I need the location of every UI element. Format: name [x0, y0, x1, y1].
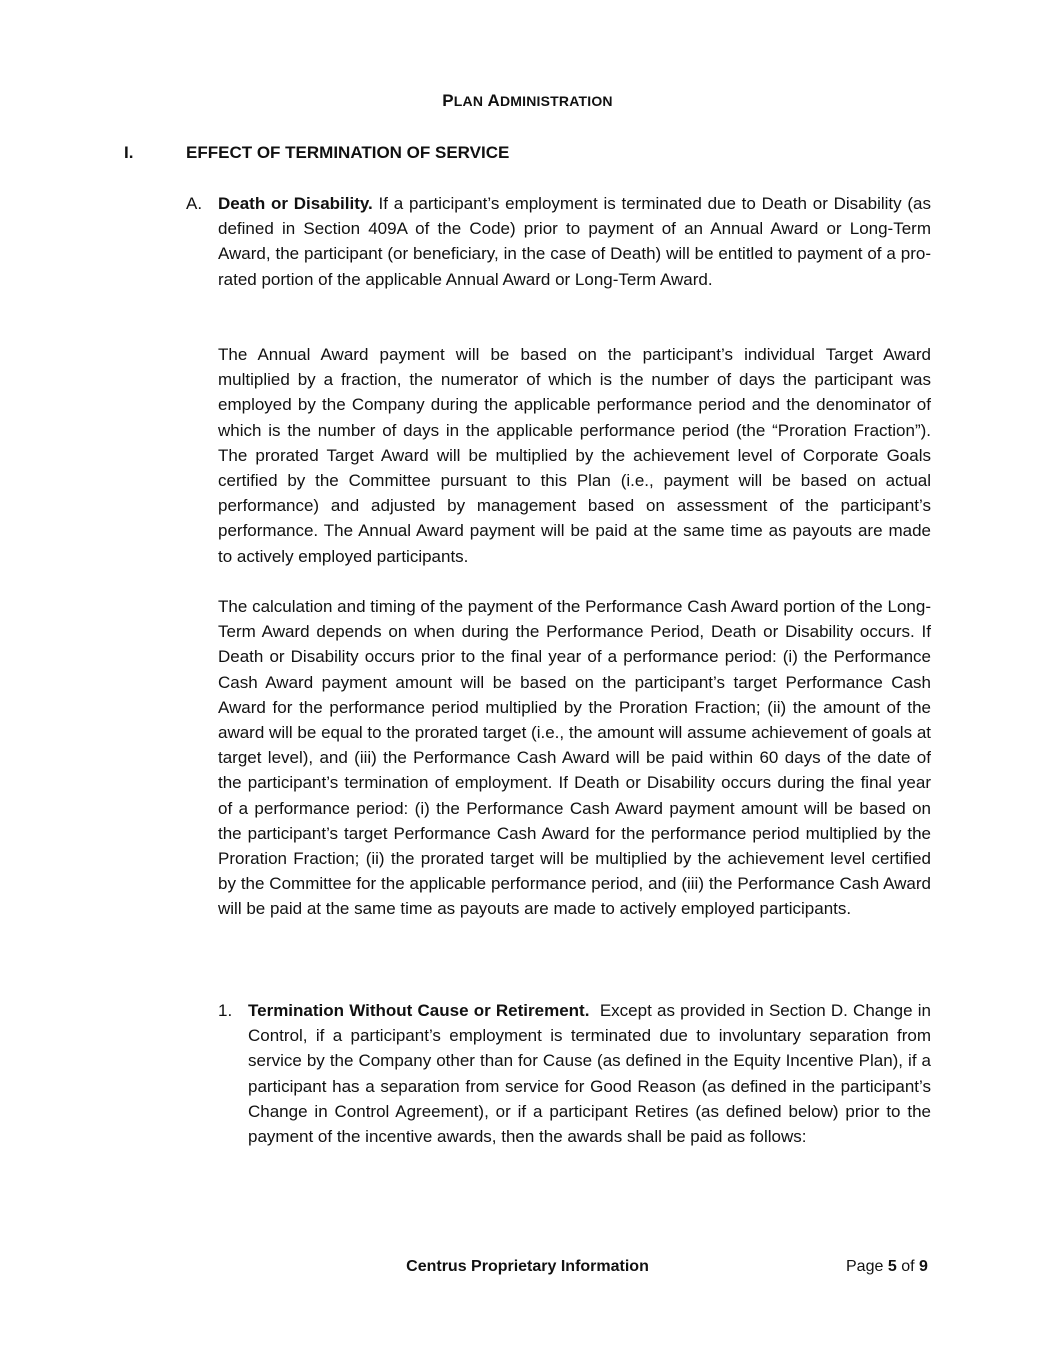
footer-page-number — [846, 1258, 928, 1276]
title-letter-p: P — [442, 91, 454, 110]
title-rest-2: DMINISTRATION — [499, 93, 613, 109]
section-number: I. — [124, 143, 134, 162]
item-a-text: If a participant’s employment is terminated due to Death or Disability (as defined in Section 409A of the Code) prior to payment of an Annual Award or Long-Term Award, the participant (or beneficiary, in the case of Death) will be entitled to payment of a pro-rated portion of the applicable Annual Award or Long-Term Award. — [218, 194, 931, 289]
footer-page-of: of — [901, 1258, 915, 1275]
section-title: EFFECT OF TERMINATION OF SERVICE — [186, 143, 510, 162]
title-rest-1: LAN — [453, 93, 484, 109]
footer-page-current: 5 — [887, 1258, 897, 1275]
footer-proprietary: Centrus Proprietary Information — [406, 1258, 649, 1275]
page-title — [0, 91, 1055, 111]
item-a-paragraph-2: The Annual Award payment will be based on the participant’s individual Target Award multiplied by a fraction, the numerator of which is the number of days the participant was employed by the Company during the applicable performance period and the denominator of which is the number of days in the applicable performance period (the “Proration Fraction”). The prorated Target Award will be multiplied by the achievement level of Corporate Goals certified by the Committee pursuant to this Plan (i.e., payment will be based on actual performance) and adjusted by management based on assessment of the participant’s performance. The Annual Award payment will be paid at the same time as payouts are made to actively employed participants. — [218, 345, 931, 566]
item-1-heading: Termination Without Cause or Retirement. — [248, 1001, 590, 1020]
item-1-text: Except as provided in Section D. Change in Control, if a participant’s employment is terminated due to involuntary separation from service by the Company other than for Cause (as defined in the Equity Incentive Plan), if a participant has a separation from service for Good Reason (as defined in the participant’s Change in Control Agreement), or if a participant Retires (as defined below) prior to the payment of the incentive awards, then the awards shall be paid as follows: — [248, 1001, 932, 1147]
item-a-paragraph-3: The calculation and timing of the payment of the Performance Cash Award portion of the Long-Term Award depends on when during the Performance Period, Death or Disability occurs. If Death or Disability occurs prior to the final year of a performance period: (i) the Performance Cash Award payment amount will be based on the participant’s target Performance Cash Award for the performance period multiplied by the Proration Fraction; (ii) the amount of the award will be equal to the prorated target (i.e., the amount will assume achievement of goals at target level), and (iii) the Performance Cash Award will be paid within 60 days of the date of the participant’s termination of employment. If Death or Disability occurs during the final year of a performance period: (i) the Performance Cash Award payment amount will be based on the participant’s target Performance Cash Award for the performance period multiplied by the Proration Fraction; (ii) the prorated target will be multiplied by the achievement level certified by the Committee for the applicable performance period, and (iii) the Performance Cash Award will be paid at the same time as payouts are made to actively employed participants. — [218, 597, 931, 919]
item-a-paragraph-1 — [218, 191, 931, 292]
item-a-marker: A. — [186, 194, 203, 213]
title-letter-a: A — [487, 91, 500, 110]
footer-page-total: 9 — [918, 1258, 928, 1275]
item-1-paragraph — [248, 998, 931, 1149]
item-1-marker: 1. — [218, 1001, 233, 1020]
footer-page-word: Page — [846, 1258, 884, 1275]
item-a-heading: Death or Disability. — [218, 194, 373, 213]
